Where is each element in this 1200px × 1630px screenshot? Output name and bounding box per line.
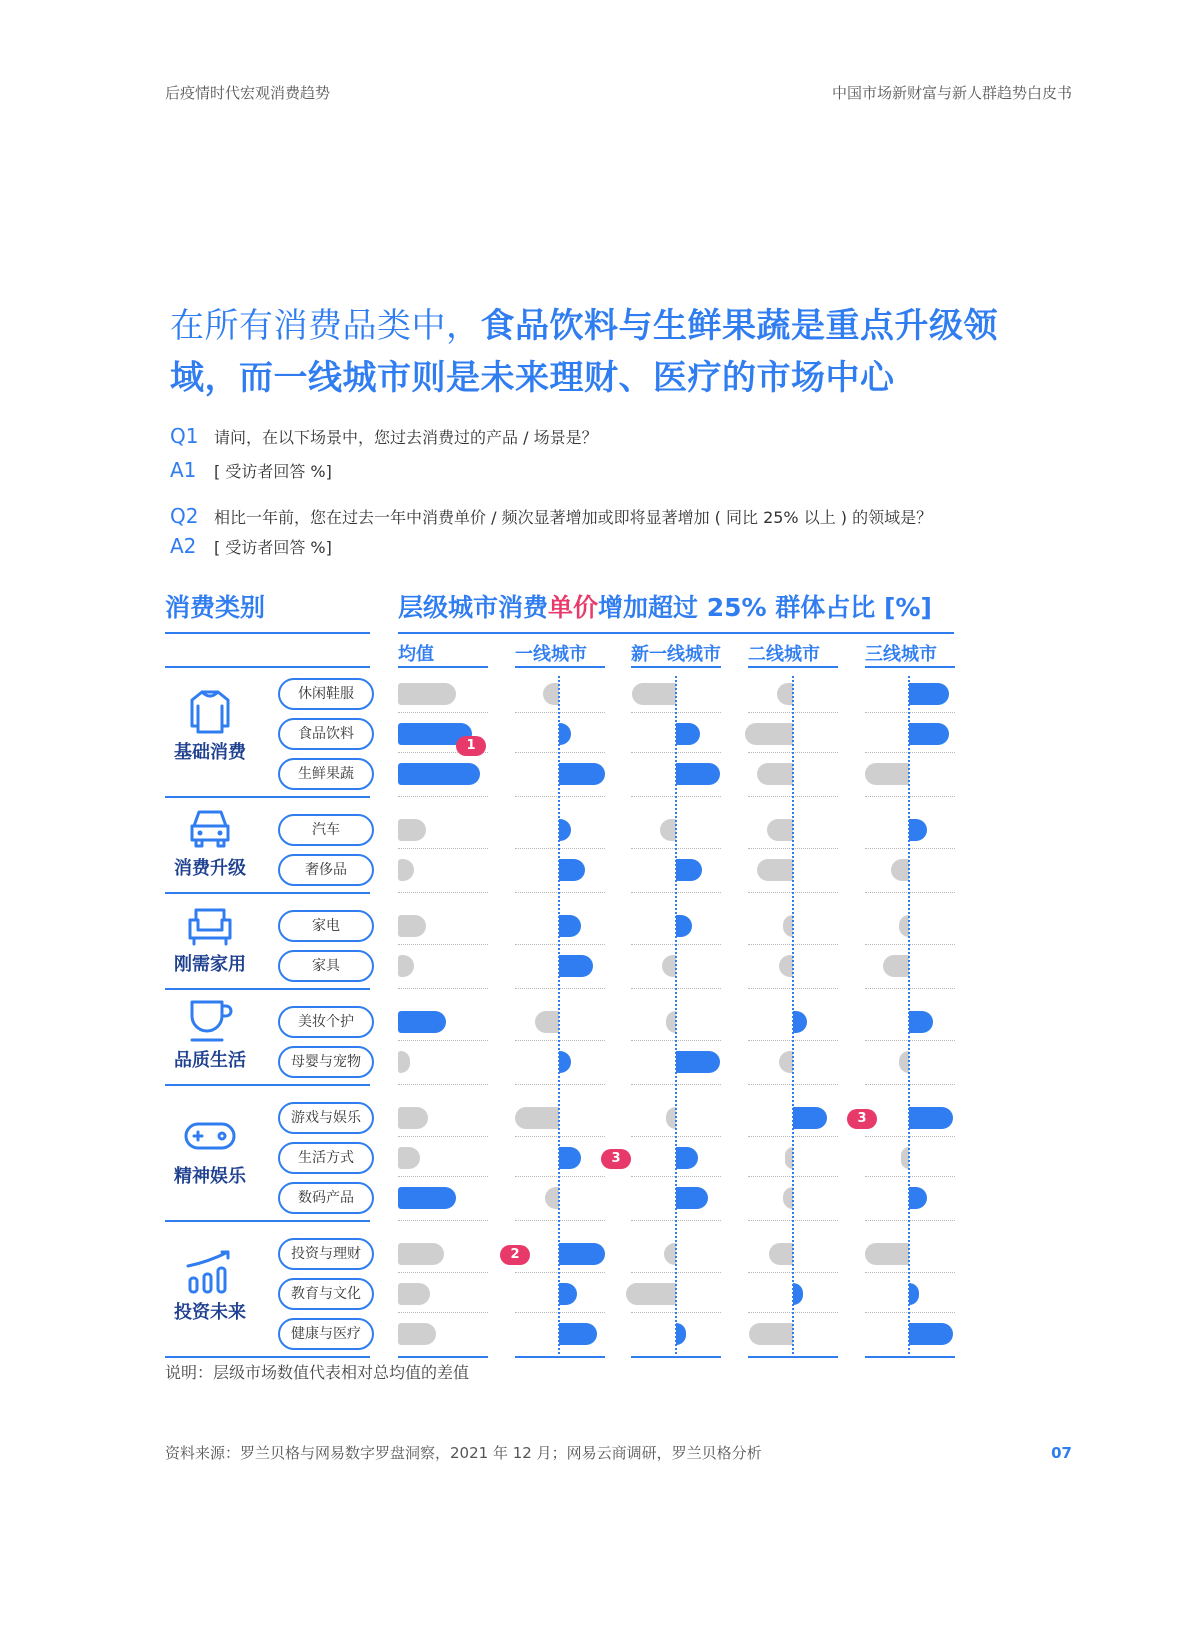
item-pill: 家电 [278,910,374,942]
group-separator-dotted [865,892,955,893]
avg-bar [398,955,414,977]
row-separator [398,1312,488,1313]
rank-badge: 1 [456,736,486,756]
city-bar [909,819,927,841]
category-name: 投资未来 [174,1302,246,1323]
group-separator-dotted [515,796,605,797]
sofa-icon [182,900,238,948]
item-pill: 生活方式 [278,1142,374,1174]
city-bar [676,763,720,785]
group-separator-dotted [398,988,488,989]
group-separator-dotted [865,796,955,797]
section-right-title-red: 单价 [548,593,599,622]
row-separator [865,1312,955,1313]
city-bar [676,1323,686,1345]
city-bar [909,1283,919,1305]
rank-badge: 2 [500,1245,530,1265]
column-header: 三线城市 [865,644,937,665]
category-name: 精神娱乐 [174,1166,246,1187]
group-separator [165,796,370,798]
header-left: 后疫情时代宏观消费趋势 [165,84,331,102]
item-pill: 游戏与娱乐 [278,1102,374,1134]
item-pill: 美妆个护 [278,1006,374,1038]
row-separator [515,1040,605,1041]
row-separator [865,944,955,945]
avg-bar [398,763,480,785]
city-bar [909,723,949,745]
column-bottom-rule [515,1356,605,1358]
city-bar [676,1051,720,1073]
group-separator-dotted [515,892,605,893]
item-pill: 奢侈品 [278,854,374,886]
a2-tag: A2 [170,534,197,558]
city-bar [749,1323,793,1345]
city-bar [559,763,605,785]
city-bar [793,1011,807,1033]
city-bar [909,1011,933,1033]
row-separator [398,1040,488,1041]
city-bar [767,819,793,841]
row-separator [515,752,605,753]
group-separator [165,988,370,990]
item-pill: 休闲鞋服 [278,678,374,710]
city-bar [559,859,585,881]
group-separator-dotted [865,988,955,989]
item-pill: 教育与文化 [278,1278,374,1310]
avg-bar [398,1011,446,1033]
row-separator [398,1136,488,1137]
city-bar [793,1107,827,1129]
group-separator [165,892,370,894]
column-header-rule [631,666,721,668]
category-name: 品质生活 [174,1050,246,1071]
title-line2: 域，而一线城市则是未来理财、医疗的市场中心 [170,358,895,398]
city-bar [676,723,700,745]
column-bottom-rule [865,1356,955,1358]
chart-note: 说明：层级市场数值代表相对总均值的差值 [165,1363,470,1382]
car-icon [182,804,238,852]
group-separator-dotted [865,1220,955,1221]
q1-tag: Q1 [170,424,199,448]
column-header: 二线城市 [748,644,820,665]
category-header-rule [165,666,370,668]
city-bar [883,955,909,977]
city-bar [559,1147,581,1169]
city-bar [632,683,676,705]
column-header-rule [515,666,605,668]
row-separator [515,848,605,849]
row-separator [865,712,955,713]
avg-bar [398,1051,410,1073]
group-separator-dotted [515,988,605,989]
city-bar [535,1011,559,1033]
city-bar [543,683,559,705]
avg-bar [398,1323,436,1345]
growth-chart-icon [182,1248,238,1296]
city-bar [662,955,676,977]
footer-source: 资料来源：罗兰贝格与网易数字罗盘洞察，2021 年 12 月；网易云商调研，罗兰贝格分析 [165,1444,762,1462]
city-bar [909,683,949,705]
row-separator [865,752,955,753]
baseline-dotted [558,676,560,1354]
avg-bar [398,1187,456,1209]
city-bar [559,1051,571,1073]
city-bar [865,763,909,785]
row-separator [515,712,605,713]
avg-bar [398,819,426,841]
group-separator [165,1084,370,1086]
city-bar [559,915,581,937]
city-bar [779,1051,793,1073]
column-bottom-rule [631,1356,721,1358]
group-separator-dotted [865,1084,955,1085]
column-header: 新一线城市 [631,644,721,665]
item-pill: 汽车 [278,814,374,846]
city-bar [559,1243,605,1265]
avg-bar [398,683,456,705]
avg-bar [398,1243,444,1265]
row-separator [865,848,955,849]
column-header: 一线城市 [515,644,587,665]
row-separator [865,1176,955,1177]
baseline-dotted [792,676,794,1354]
group-separator [165,1220,370,1222]
city-bar [559,955,593,977]
row-separator [398,1176,488,1177]
city-bar [545,1187,559,1209]
row-separator [515,944,605,945]
row-separator [515,1272,605,1273]
rank-badge: 3 [601,1149,631,1169]
avg-bar [398,915,426,937]
city-bar [757,859,793,881]
group-separator-dotted [398,892,488,893]
column-bottom-rule [398,1356,488,1358]
city-bar [745,723,793,745]
item-pill: 生鲜果蔬 [278,758,374,790]
a2-text: [ 受访者回答 %] [214,538,332,557]
category-name: 刚需家用 [174,954,246,975]
avg-bar [398,1107,428,1129]
city-bar [757,763,793,785]
city-bar [891,859,909,881]
column-bottom-rule [748,1356,838,1358]
section-right-title-a: 层级城市消费 [398,593,549,622]
column-header-rule [748,666,838,668]
avg-bar [398,1147,420,1169]
q2-text: 相比一年前，您在过去一年中消费单价 / 频次显著增加或即将显著增加 ( 同比 25% 以上 ) 的领域是？ [214,508,933,527]
group-separator [165,1356,370,1358]
category-name: 基础消费 [174,742,246,763]
item-pill: 投资与理财 [278,1238,374,1270]
city-bar [676,1147,698,1169]
page-number: 07 [1051,1444,1072,1462]
column-header-rule [865,666,955,668]
group-separator-dotted [515,1084,605,1085]
city-bar [777,683,793,705]
row-separator [515,1312,605,1313]
row-separator [865,1040,955,1041]
gamepad-icon [182,1112,238,1160]
row-separator [398,944,488,945]
city-bar [676,1187,708,1209]
city-bar [909,1323,953,1345]
city-bar [559,1283,577,1305]
group-separator-dotted [398,1220,488,1221]
row-separator [398,712,488,713]
item-pill: 母婴与宠物 [278,1046,374,1078]
city-bar [559,819,571,841]
title-line1-light: 在所有消费品类中， [170,306,481,346]
city-bar [909,1107,953,1129]
avg-bar [398,1283,430,1305]
a1-text: [ 受访者回答 %] [214,462,332,481]
baseline-dotted [908,676,910,1354]
row-separator [398,1272,488,1273]
city-bar [515,1107,559,1129]
avg-bar [398,859,414,881]
row-separator [398,848,488,849]
section-left-title: 消费类别 [165,593,266,622]
row-separator [865,1272,955,1273]
city-bar [626,1283,676,1305]
rank-badge: 3 [847,1109,877,1129]
city-bar [865,1243,909,1265]
sweater-icon [182,688,238,736]
row-separator [515,1176,605,1177]
group-separator-dotted [515,1220,605,1221]
city-bar [769,1243,793,1265]
city-bar [559,723,571,745]
city-bar [559,1323,597,1345]
city-bar [793,1283,803,1305]
header-right: 中国市场新财富与新人群趋势白皮书 [831,84,1072,102]
item-pill: 食品饮料 [278,718,374,750]
a1-tag: A1 [170,458,197,482]
item-pill: 健康与医疗 [278,1318,374,1350]
cup-icon [182,996,238,1044]
column-header-rule [398,666,488,668]
city-bar [660,819,676,841]
city-bar [779,955,793,977]
row-separator [865,1136,955,1137]
city-bar [676,915,692,937]
q1-text: 请问，在以下场景中，您过去消费过的产品 / 场景是？ [214,428,598,447]
category-name: 消费升级 [174,858,246,879]
item-pill: 数码产品 [278,1182,374,1214]
section-right-title-b: 增加超过 25% 群体占比 [%] [598,593,932,622]
column-header: 均值 [398,644,434,665]
group-separator-dotted [398,1084,488,1085]
row-separator [515,1136,605,1137]
group-separator-dotted [398,796,488,797]
baseline-dotted [675,676,677,1354]
city-bar [676,859,702,881]
title-line1-bold: 食品饮料与生鲜果蔬是重点升级领 [480,306,998,346]
city-bar [909,1187,927,1209]
q2-tag: Q2 [170,504,199,528]
item-pill: 家具 [278,950,374,982]
